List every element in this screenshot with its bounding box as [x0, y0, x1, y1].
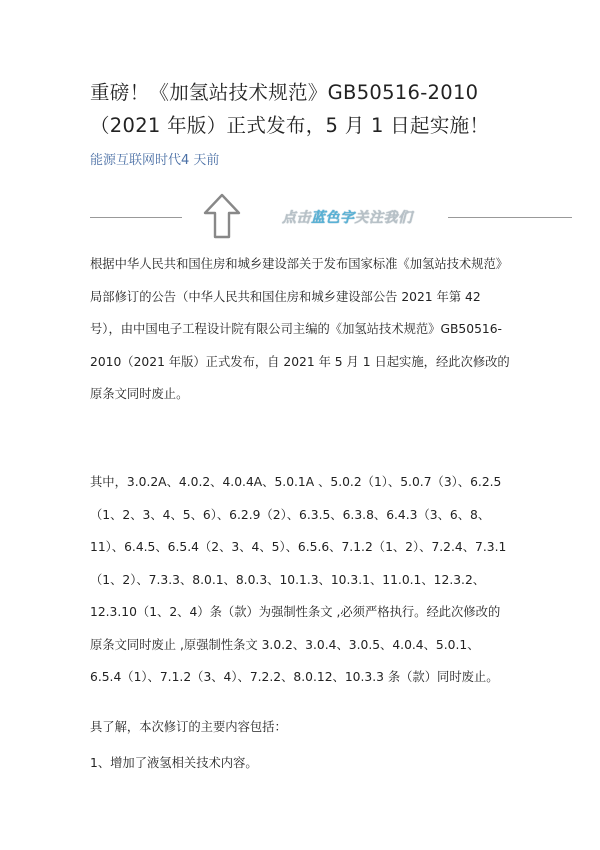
- divider-left: [90, 217, 182, 218]
- follow-prefix: 点击: [282, 210, 311, 226]
- divider-right: [448, 217, 572, 218]
- follow-us-text[interactable]: [282, 207, 413, 227]
- follow-suffix: 关注我们: [354, 210, 413, 226]
- paragraph-intro: 根据中华人民共和国住房和城乡建设部关于发布国家标准《加氢站技术规范》局部修订的公告（中华人民共和国住房和城乡建设部公告 2021 年第 42 号），由中国电子工程设计院有限公司主编的《加氢站技术规范》GB50516-2010（2021 年版）正式发布，自 2021 年 5 月 1 日起实施，经此次修改的原条文同时废止。: [90, 257, 510, 401]
- paragraph-revision-item-1: 1、增加了液氢相关技术内容。: [90, 756, 258, 770]
- article-title: 重磅！《加氢站技术规范》GB50516-2010（2021 年版）正式发布，5 月 1 日起实施！: [90, 81, 490, 137]
- publish-time: 4 天前: [181, 153, 220, 168]
- follow-banner: [90, 193, 572, 243]
- paragraph-revision-intro: 具了解，本次修订的主要内容包括：: [90, 720, 287, 734]
- paragraph-mandatory-clauses: 其中，3.0.2A、4.0.2、4.0.4A、5.0.1A 、5.0.2（1）、5.0.7（3）、6.2.5（1、2、3、4、5、6）、6.2.9（2）、6.3.5、6.3.8、6.4.3（3、6、8、11）、6.4.5、6.5.4（2、3、4、5）、6.5.6、7.1.2（1、2）、7.2.4、7.3.1（1、2）、7.3.3、8.0.1、8.0.3、10.1.3、10.3.1、11.0.1、12.3.2、12.3.10（1、2、4）条（款）为强制性条文 ,必须严格执行。经此次修改的原条文同时废止 ,原强制性条文 3.0.2、3.0.4、3.0.5、4.0.4、5.0.1、6.5.4（1）、7.1.2（3、4）、7.2.2、8.0.12、10.3.3 条（款）同时废止。: [90, 475, 507, 684]
- up-arrow-icon: [202, 193, 242, 239]
- article-meta: [90, 151, 219, 171]
- follow-highlight: 蓝色字: [311, 210, 355, 226]
- source-account-link[interactable]: 能源互联网时代: [90, 153, 182, 168]
